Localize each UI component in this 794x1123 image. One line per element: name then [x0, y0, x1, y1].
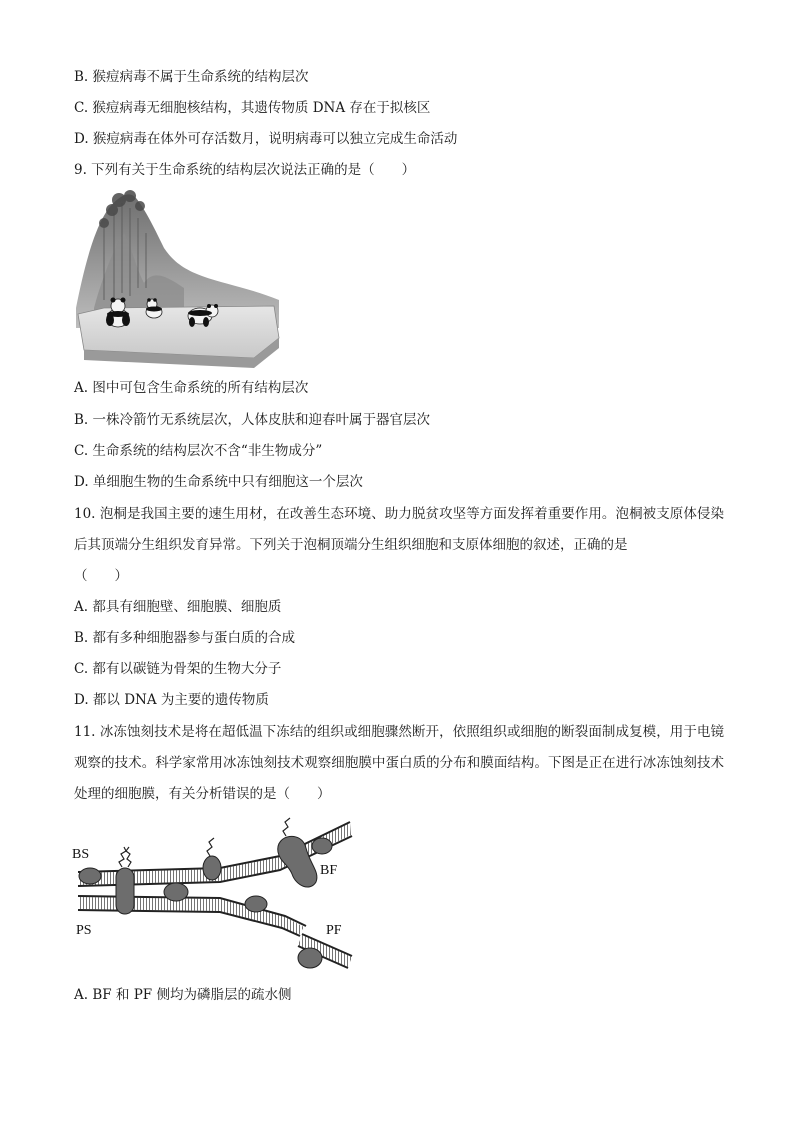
q10-answer-blank: （ ） — [74, 568, 128, 584]
q9-stem: 9. 下列有关于生命系统的结构层次说法正确的是（ ） — [74, 162, 416, 178]
q10-stem: 10. 泡桐是我国主要的速生用材，在改善生态环境、助力脱贫攻坚等方面发挥着重要作用。泡桐被支原体侵染后其顶端分生组织发育异常。下列关于泡桐顶端分生组织细胞和支原体细胞的叙述，正确的是 — [74, 506, 724, 553]
q10-option-c: C. 都有以碳链为骨架的生物大分子 — [74, 661, 282, 677]
panda-habitat-illustration — [74, 188, 282, 368]
q10-option-b: B. 都有多种细胞器参与蛋白质的合成 — [74, 630, 296, 646]
q10-option-d: D. 都以 DNA 为主要的遗传物质 — [74, 692, 269, 708]
q8-option-d: D. 猴痘病毒在体外可存活数月，说明病毒可以独立完成生命活动 — [74, 131, 458, 147]
q8-option-b: B. 猴痘病毒不属于生命系统的结构层次 — [74, 69, 309, 85]
q9-option-b: B. 一株冷箭竹无系统层次，人体皮肤和迎春叶属于器官层次 — [74, 412, 431, 428]
label-bs: BS — [72, 847, 90, 862]
q9-option-c: C. 生命系统的结构层次不含“非生物成分” — [74, 443, 323, 459]
label-pf: PF — [326, 923, 342, 938]
q11-stem: 11. 冰冻蚀刻技术是将在超低温下冻结的组织或细胞骤然断开，依照组织或细胞的断裂面制成复模，用于电镜观察的技术。科学家常用冰冻蚀刻技术观察细胞膜中蛋白质的分布和膜面结构。下图是正在进行冰冻蚀刻技术处理的细胞膜，有关分析错误的是（ ） — [74, 724, 724, 802]
q9-option-d: D. 单细胞生物的生命系统中只有细胞这一个层次 — [74, 474, 363, 490]
q11-option-a: A. BF 和 PF 侧均为磷脂层的疏水侧 — [74, 987, 292, 1003]
label-bf: BF — [320, 863, 338, 878]
q8-option-c: C. 猴痘病毒无细胞核结构，其遗传物质 DNA 存在于拟核区 — [74, 100, 431, 116]
q9-option-a: A. 图中可包含生命系统的所有结构层次 — [74, 380, 309, 396]
label-ps: PS — [76, 923, 92, 938]
q10-option-a: A. 都具有细胞壁、细胞膜、细胞质 — [74, 599, 282, 615]
freeze-etch-membrane-figure — [70, 812, 370, 978]
